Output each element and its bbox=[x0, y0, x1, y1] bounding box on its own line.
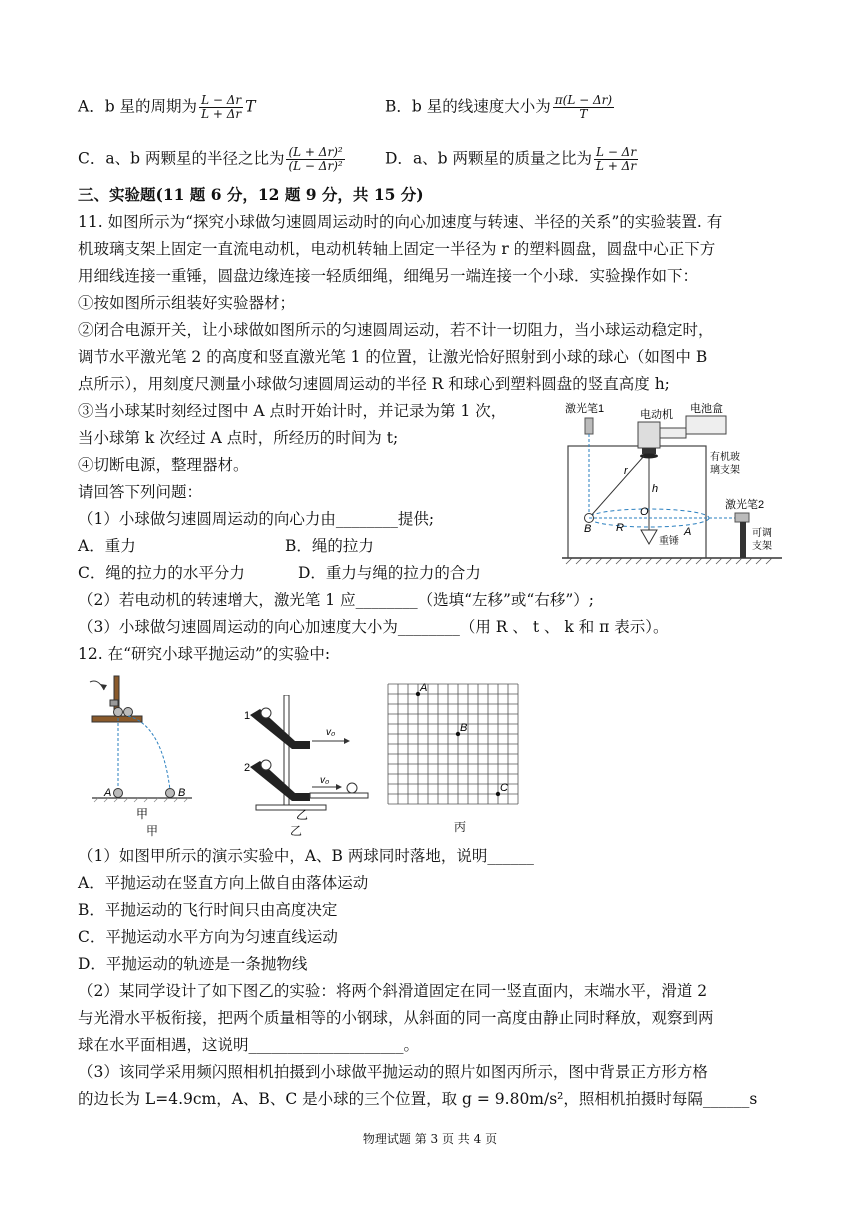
q12-option-a: A．平抛运动在竖直方向上做自由落体运动 bbox=[78, 874, 369, 892]
laser-1-label: 激光笔1 bbox=[565, 403, 605, 415]
q11-line: 用细线连接一重锤，圆盘边缘连接一轻质细绳，细绳另一端连接一个小球．实验操作如下： bbox=[78, 267, 699, 285]
motor-label: 电动机 bbox=[640, 409, 673, 421]
yi-v0-label-2: v₀ bbox=[320, 775, 330, 786]
frame-label-2: 璃支架 bbox=[710, 465, 740, 476]
h-label: h bbox=[652, 483, 659, 495]
figure-bing-grid bbox=[386, 682, 520, 806]
b-label: B bbox=[584, 523, 592, 535]
weight-label: 重锤 bbox=[659, 536, 679, 547]
q11-line: 机玻璃支架上固定一直流电动机，电动机转轴上固定一半径为 r 的塑料圆盘，圆盘中心正下方 bbox=[78, 240, 716, 258]
fig-yi-caption: 乙 bbox=[295, 808, 309, 820]
q11-part-2: （2）若电动机的转速增大，激光笔 1 应________（选填“左移”或“右移”）; bbox=[78, 591, 594, 609]
q11-line: 11. 如图所示为“探究小球做匀速圆周运动时的向心加速度与转速、半径的关系”的实验装置. 有 bbox=[78, 213, 723, 231]
q12-part-3: （3）该同学采用频闪照相机拍摄到小球做平抛运动的照片如图丙所示，图中背景正方形方格 bbox=[78, 1063, 708, 1081]
fig-jia-caption: 甲 bbox=[135, 807, 149, 820]
q11-line: ③当小球某时刻经过图中 A 点时开始计时，并记录为第 1 次， bbox=[78, 402, 507, 420]
figure-jia bbox=[82, 670, 202, 820]
jia-b-label: B bbox=[178, 787, 186, 799]
q12-part-1: （1）如图甲所示的演示实验中，A、B 两球同时落地，说明______ bbox=[78, 847, 534, 865]
q12-option-b: B．平抛运动的飞行时间只由高度决定 bbox=[78, 901, 338, 919]
q11-option-c: C．绳的拉力的水平分力 bbox=[78, 564, 245, 582]
yi-v0-label-1: v₀ bbox=[326, 727, 336, 738]
fig-jia-caption-text: 甲 bbox=[146, 824, 159, 838]
frame-label: 有机玻 bbox=[710, 452, 740, 463]
fraction: $\frac{\pi(L - \Delta r)}{T}$ bbox=[554, 93, 613, 121]
q11-option-a: A．重力 bbox=[78, 537, 136, 555]
q10-option-a: A．b 星的周期为 $\frac{L - \Delta r}{L + \Delta r}$ T bbox=[78, 93, 256, 121]
fraction: $\frac{\text{(L + Δr)²}}{\text{(L − Δr)²}}$ bbox=[288, 145, 343, 173]
q11-line: 当小球第 k 次经过 A 点时，所经历的时间为 t; bbox=[78, 429, 399, 447]
fraction: $\frac{L - \Delta r}{L + \Delta r}$ bbox=[596, 145, 637, 173]
q10-option-d: D．a、b 两颗星的质量之比为 $\frac{L - \Delta r}{L + \Delta r}$ bbox=[385, 145, 637, 173]
yi-1-label: 1 bbox=[244, 710, 251, 722]
q11-line: 点所示），用刻度尺测量小球做匀速圆周运动的半径 R 和球心到塑料圆盘的竖直高度 h; bbox=[78, 375, 670, 393]
yi-2-label: 2 bbox=[244, 762, 251, 774]
point-c-label: C bbox=[500, 782, 508, 794]
q11-line: ①按如图所示组装好实验器材； bbox=[78, 294, 296, 312]
q11-line: ②闭合电源开关，让小球做如图所示的匀速圆周运动，若不计一切阻力，当小球运动稳定时， bbox=[78, 321, 714, 339]
q12-option-c: C．平抛运动水平方向为匀速直线运动 bbox=[78, 928, 338, 946]
q12-option-d: D．平抛运动的轨迹是一条抛物线 bbox=[78, 955, 308, 973]
fig-bing-caption: 丙 bbox=[454, 820, 467, 834]
q11-part-1: （1）小球做匀速圆周运动的向心力由________提供; bbox=[78, 510, 435, 528]
q12-intro: 12. 在“研究小球平抛运动”的实验中: bbox=[78, 645, 331, 663]
point-b-label: B bbox=[460, 722, 468, 734]
q12-part-2: （2）某同学设计了如下图乙的实验：将两个斜滑道固定在同一竖直面内，末端水平，滑道 2 bbox=[78, 982, 708, 1000]
q12-part-2: 与光滑水平板衔接，把两个质量相等的小钢球，从斜面的同一高度由静止同时释放，观察到两 bbox=[78, 1009, 714, 1027]
q11-apparatus-figure bbox=[560, 398, 785, 573]
stand-label: 可调 bbox=[752, 528, 772, 539]
point-a-label: A bbox=[420, 682, 428, 694]
figure-yi bbox=[240, 695, 370, 820]
q10-option-c: C．a、b 两颗星的半径之比为 $\frac{\text{(L + Δr)²}}{\text{(L − Δr)²}}$ bbox=[78, 145, 343, 173]
section-title: 三、实验题(11 题 6 分，12 题 9 分，共 15 分) bbox=[78, 185, 424, 204]
q11-line: 请回答下列问题： bbox=[78, 483, 203, 501]
q11-option-b: B．绳的拉力 bbox=[285, 537, 374, 555]
q11-line: ④切断电源，整理器材。 bbox=[78, 456, 249, 474]
radius-label: R bbox=[616, 522, 624, 534]
q11-line: 调节水平激光笔 2 的高度和竖直激光笔 1 的位置，让激光恰好照射到小球的球心（如图中 B bbox=[78, 348, 708, 366]
q11-option-d: D．重力与绳的拉力的合力 bbox=[298, 564, 481, 582]
q10-option-b: B．b 星的线速度大小为 $\frac{\pi(L - \Delta r)}{T}$ bbox=[385, 93, 613, 121]
laser-2-label: 激光笔2 bbox=[725, 499, 765, 511]
o-label: O bbox=[640, 506, 649, 518]
q12-part-3: 的边长为 L=4.9cm，A、B、C 是小球的三个位置，取 g = 9.80m/s²，照相机拍摄时每隔______s bbox=[78, 1090, 758, 1108]
a-label: A bbox=[684, 526, 692, 538]
battery-label: 电池盒 bbox=[690, 403, 723, 415]
page-footer: 物理试题 第 3 页 共 4 页 bbox=[362, 1132, 498, 1146]
q11-part-3: （3）小球做匀速圆周运动的向心加速度大小为________（用 R 、 t 、 k 和 π 表示）。 bbox=[78, 618, 669, 636]
fig-yi-caption-text: 乙 bbox=[290, 824, 303, 838]
jia-a-label: A bbox=[104, 787, 112, 799]
r-label: r bbox=[624, 465, 628, 477]
q12-part-2: 球在水平面相遇，这说明____________________。 bbox=[78, 1036, 420, 1054]
fraction: $\frac{L - \Delta r}{L + \Delta r}$ bbox=[201, 93, 242, 121]
stand-label-2: 支架 bbox=[752, 541, 772, 552]
